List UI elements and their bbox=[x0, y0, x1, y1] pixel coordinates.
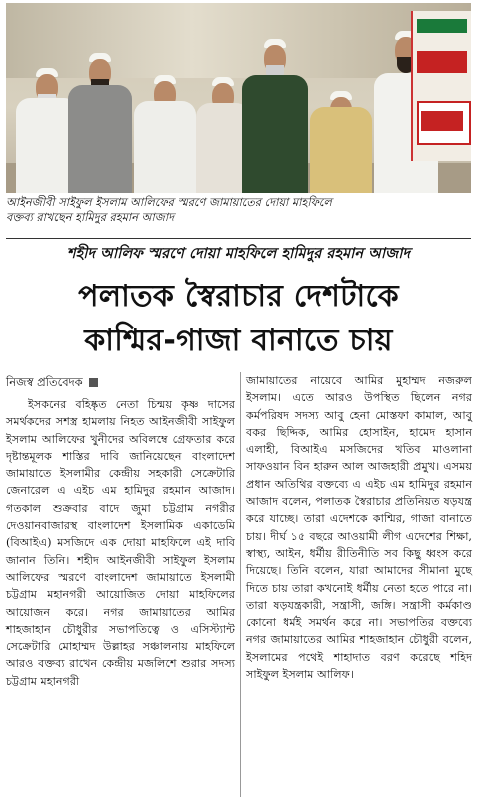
photo-caption-line: বক্তব্য রাখছেন হামিদুর রহমান আজাদ bbox=[6, 211, 175, 224]
article-column-left bbox=[6, 372, 235, 690]
headline-line-2: কাশ্মির-গাজা বানাতে চায় bbox=[84, 323, 393, 358]
headline-line-1: পলাতক স্বৈরাচার দেশটাকে bbox=[78, 279, 399, 314]
photo-caption-line: আইনজীবী সাইফুল ইসলাম আলিফের স্মরণে জামায়াতের দোয়া মাহফিলে bbox=[6, 196, 332, 209]
article-body-left: ইসকনের বহিষ্কৃত নেতা চিন্ময় কৃষ্ণ দাসের সমর্থকদের সশস্ত্র হামলায় নিহত আইনজীবী সাইফুল ইসলাম আলিফের খুনীদের অবিলম্বে গ্রেফতার করে দৃষ্টান্তমূলক শাস্তির দাবি জানিয়েছেন বাংলাদেশ জামায়াতে ইসলামীর কেন্দ্রীয় সহকারী সেক্রেটারি জেনারেল এ এইচ এম হামিদুর রহমান আজাদ। গতকাল শুক্রবার বাদে জুমা চট্টগ্রাম নগরীর দেওয়ানবাজারস্থ বাংলাদেশ ইসলামিক একাডেমি (বিআইএ) মসজিদে এক দোয়া মাহফিলে এই দাবি জানান তিনি। শহীদ আইনজীবী সাইফুল ইসলাম আলিফের স্মরণে বাংলাদেশ জামায়াতে ইসলামী চট্টগ্রাম মহানগরী আয়োজিত দোয়া মাহফিলের আয়োজন করে। নগর জামায়াতের আমির শাহজাহান চৌধুরীর সভাপতিত্বে ও এসিস্ট্যান্ট সেক্রেটারি মোহাম্মদ উল্লাহর সঞ্চালনায় মাহফিলে আরও বক্তব্য রাখেন কেন্দ্রীয় মজলিশে শুরার সদস্য চট্টগ্রাম মহানগরী bbox=[6, 398, 235, 688]
photo-banner bbox=[411, 11, 471, 161]
article-column-right bbox=[246, 372, 472, 683]
byline-text: নিজস্ব প্রতিবেদক bbox=[6, 375, 83, 389]
photo-person bbox=[310, 51, 372, 193]
article-body-right: জামায়াতের নায়েবে আমির মুহাম্মদ নজরুল ইসলাম। এতে আরও উপস্থিত ছিলেন নগর কর্মপরিষদ সদস্য আবু হেনা মোস্তফা কামাল, আবু বকর ছিদ্দিক, আমির হোসাইন, হামেদ হাসান এলাহী, বিআইএ মসজিদের খতিব মাওলানা সাফওয়ান বিন হারুন আল আজহারী প্রমুখ। এসময় প্রধান অতিথির বক্তব্যে এ এইচ এম হামিদুর রহমান আজাদ বলেন, পলাতক স্বৈরাচার প্রতিনিয়ত ষড়যন্ত্র করে যাচ্ছে। তারা এদেশকে কাশ্মির, গাজা বানাতে চায়। দীর্ঘ ১৫ বছরে আওয়ামী লীগ এদেশের শিক্ষা, স্বাস্থ্য, আইন, ধর্মীয় রীতিনীতি সব কিছু ধ্বংস করে দিয়েছে। তিনি বলেন, যারা আমাদের সীমানা মুছে দিতে চায় তারা কখনোই ধর্মীয় নেতা হতে পারে না। তারা ষড়যন্ত্রকারী, সন্ত্রাসী, জঙ্গি। সন্ত্রাসী কর্মকাণ্ড কোনো ধর্মই সমর্থন করে না। সভাপতির বক্তব্যে নগর জামায়াতের আমির শাহজাহান চৌধুরী বলেন, ইসলামের পথেই শাহাদাত বরণ করেছে শহিদ সাইফুল ইসলাম আলিফ। bbox=[246, 374, 472, 682]
sub-headline: শহীদ আলিফ স্মরণে দোয়া মাহফিলে হামিদুর রহমান আজাদ bbox=[6, 238, 471, 265]
byline-square-icon bbox=[89, 378, 98, 387]
photo-person bbox=[242, 25, 308, 193]
photo-caption bbox=[6, 195, 471, 225]
photo-person bbox=[134, 41, 196, 193]
main-headline bbox=[6, 275, 471, 363]
byline bbox=[6, 372, 235, 392]
photo-person bbox=[68, 31, 132, 193]
news-photo bbox=[6, 3, 471, 193]
column-divider bbox=[240, 372, 241, 797]
